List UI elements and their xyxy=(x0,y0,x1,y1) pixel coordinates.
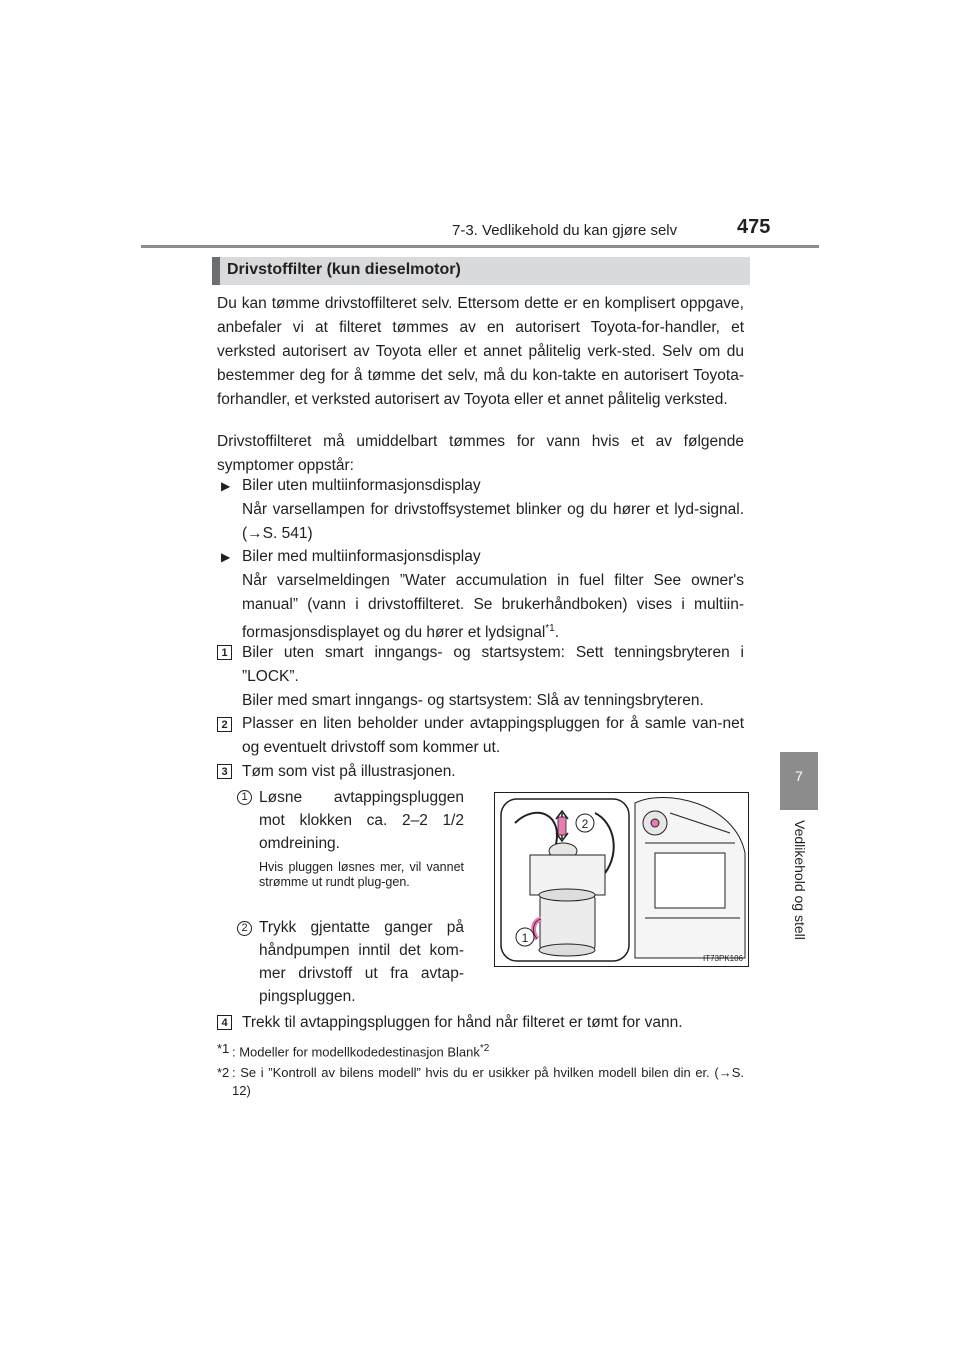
bullet-text-tail: . xyxy=(554,624,560,642)
fuel-filter-drawing xyxy=(495,793,748,966)
step-text: Trekk til avtappingspluggen for hånd når filteret er tømt for vann. xyxy=(242,1014,683,1031)
footnote-ref: *2 xyxy=(479,1043,490,1054)
step-number-box: 4 xyxy=(217,1015,232,1030)
bullet-heading: Biler uten multiinformasjonsdisplay xyxy=(242,477,481,494)
footnote-text: : Modeller for modellkodedestinasjon Blank xyxy=(232,1044,480,1060)
section-heading-bar xyxy=(212,257,750,285)
header-section-title: 7-3. Vedlikehold du kan gjøre selv xyxy=(452,222,678,239)
bullet-text: Når varselmeldingen ”Water accumulation in fuel filter See owner's manual” (vann i drivstoffilteret. Se brukerhåndboken) vises i multiin-formasjonsdisplayet og du hører et lydsignal xyxy=(242,572,744,642)
step-number-box: 1 xyxy=(217,645,232,660)
substep-text: Trykk gjentatte ganger på håndpumpen inntil det kom-mer drivstoff ut fra avtap-pingspluggen. xyxy=(259,919,464,1005)
section-heading: Drivstoffilter (kun dieselmotor) xyxy=(227,261,461,278)
footnote-mark: *1 xyxy=(217,1041,230,1056)
header-rule xyxy=(141,245,819,248)
chapter-tab-number: 7 xyxy=(795,768,803,784)
substep-number-circle: 2 xyxy=(237,921,252,936)
step-number-box: 2 xyxy=(217,717,232,732)
chapter-side-label: Vedlikehold og stell xyxy=(792,820,808,940)
bullet-arrow-icon: ▶ xyxy=(221,479,231,493)
footnote-text: : Se i ”Kontroll av bilens modell” hvis du er usikker på hvilken modell bilen din er. (→S. 12) xyxy=(232,1065,744,1098)
substep-text: Løsne avtappingspluggen mot klokken ca. 2–2 1/2 omdreining. xyxy=(259,789,464,852)
step-text: Biler uten smart inngangs- og startsystem: Sett tenningsbryteren i ”LOCK”. xyxy=(242,644,744,685)
bullet-arrow-icon: ▶ xyxy=(221,550,231,564)
callout-2: 2 xyxy=(581,817,589,831)
page-number: 475 xyxy=(737,216,771,238)
substep-number-circle: 1 xyxy=(237,790,252,805)
illustration-code: IT73PK106 xyxy=(702,954,743,963)
step-text: Biler med smart inngangs- og startsystem: Slå av tenningsbryteren. xyxy=(242,692,704,709)
intro-paragraph: Du kan tømme drivstoffilteret selv. Ettersom dette er en komplisert oppgave, anbefaler vi at filteret tømmes av en autorisert Toyota-for-handler, et verksted autorisert av Toyota eller et annet pålitelig verk-sted. Selv om du bestemmer deg for å tømme det selv, må du kon-takte en autorisert Toyota-forhandler, et verksted autorisert av Toyota eller et annet pålitelig verksted. xyxy=(217,295,744,408)
substep-note: Hvis pluggen løsnes mer, vil vannet strømme ut rundt plug-gen. xyxy=(259,860,464,889)
step-text: Plasser en liten beholder under avtappingspluggen for å samle van-net og eventuelt drivstoff som kommer ut. xyxy=(242,715,744,756)
callout-1: 1 xyxy=(521,931,529,945)
step-text: Tøm som vist på illustrasjonen. xyxy=(242,763,456,780)
bullet-text: Når varsellampen for drivstoffsystemet blinker og du hører et lyd-signal. (→S. 541) xyxy=(242,501,744,542)
footnote-text-block xyxy=(232,1040,489,1061)
bullet-heading: Biler med multiinformasjonsdisplay xyxy=(242,548,481,565)
fuel-filter-illustration xyxy=(494,792,749,967)
symptoms-paragraph: Drivstoffilteret må umiddelbart tømmes for vann hvis et av følgende symptomer oppstår: xyxy=(217,433,744,474)
footnote-mark: *2 xyxy=(217,1065,230,1080)
footnote-ref: *1 xyxy=(545,623,555,634)
bullet-text-block xyxy=(242,569,744,645)
section-heading-accent xyxy=(212,257,220,285)
step-number-box: 3 xyxy=(217,764,232,779)
